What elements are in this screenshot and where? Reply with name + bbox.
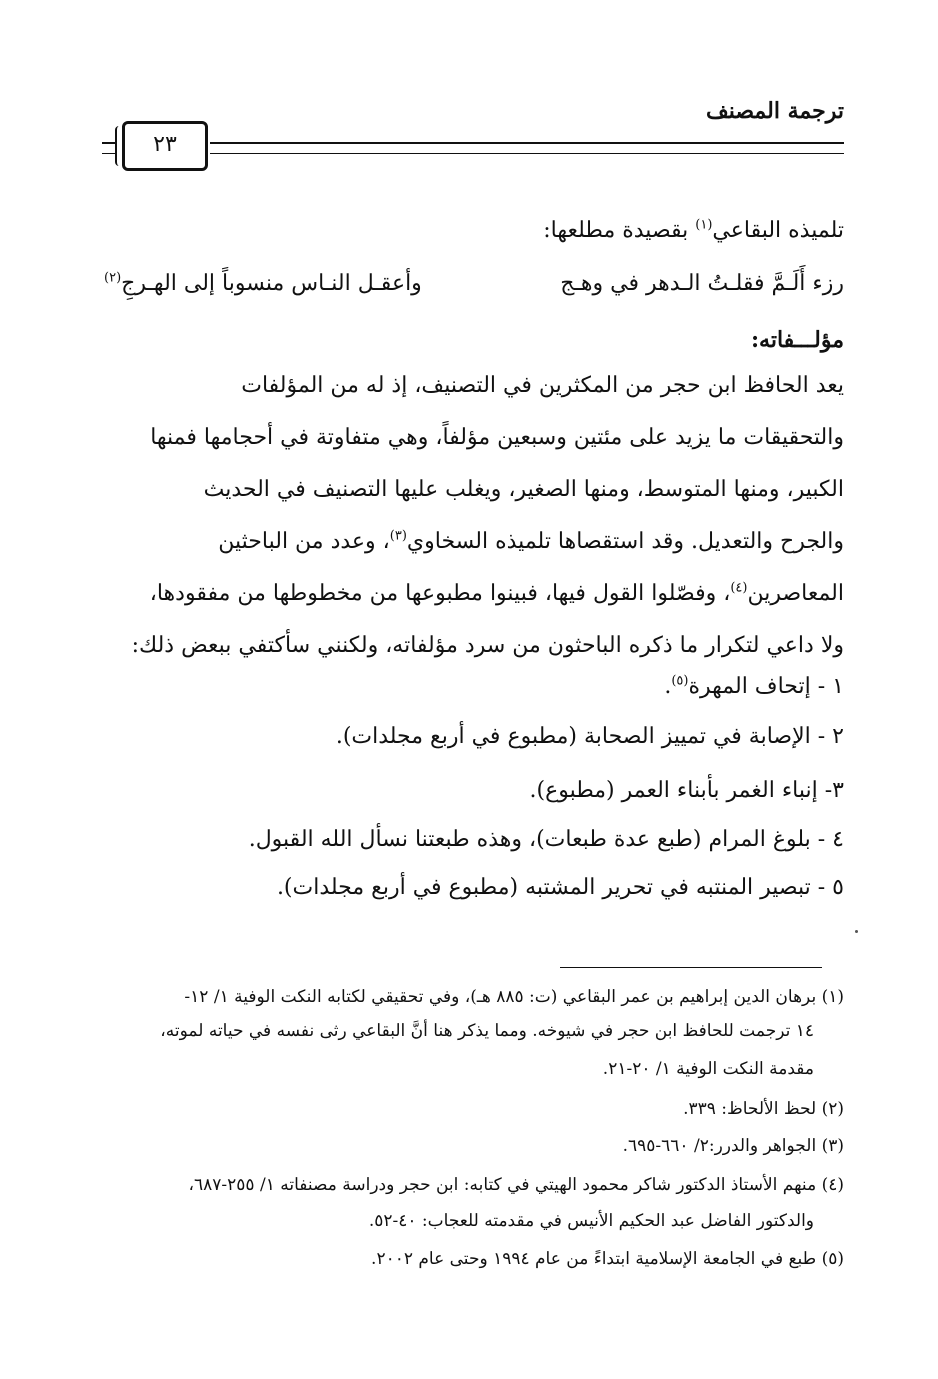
footnote-separator: [560, 967, 822, 968]
work-title: ١ - إتحاف المهرة: [688, 674, 844, 699]
intro-text-end: بقصيدة مطلعها:: [543, 218, 696, 243]
intro-text: تلميذه البقاعي: [712, 218, 844, 243]
footnote-4-cont: والدكتور الفاضل عبد الحكيم الأنيس في مقدمته للعجاب: ٤٠-٥٢.: [368, 1211, 814, 1231]
main-paragraph: [104, 360, 844, 672]
footnote-5: (٥) طبع في الجامعة الإسلامية ابتداءً من عام ١٩٩٤ وحتى عام ٢٠٠٢.: [371, 1249, 844, 1269]
footnote-ref-4[interactable]: (٤): [730, 580, 748, 596]
section-heading: مؤلـــفاته:: [750, 327, 844, 353]
page-number-frame: [122, 121, 208, 171]
list-item: ٢ - الإصابة في تمييز الصحابة (مطبوع في أربع مجلدات).: [335, 724, 844, 749]
paragraph-text: ، وفصّلوا القول فيها، فبينوا مطبوعها من مخطوطها من مفقودها،: [149, 581, 731, 606]
header-rule: [210, 142, 844, 154]
footnote-4: (٤) منهم الأستاذ الدكتور شاكر محمود الهيتي في كتابه: ابن حجر ودراسة مصنفاته ١/ ٢٥٥-٦٨٧،: [188, 1175, 844, 1195]
footnote-1-cont: ١٤ ترجمت للحافظ ابن حجر في شيوخه. ومما يذكر هنا أنَّ البقاعي رثى نفسه في حياته لموته،: [160, 1021, 814, 1041]
footnote-3: (٣) الجواهر والدرر:٢/ ٦٦٠-٦٩٥.: [622, 1136, 844, 1156]
footnote-ref-1[interactable]: (١): [695, 217, 713, 233]
poem-second-hemistich: وأعقـل النـاس منسوباً إلى الهـرجِ: [121, 271, 422, 296]
footnote-1-cont: مقدمة النكت الوفية ١/ ٢٠-٢١.: [602, 1059, 814, 1079]
list-item: [664, 665, 844, 709]
footnote-ref-3[interactable]: (٣): [389, 528, 407, 544]
poem-second-hemistich-wrap: [104, 258, 422, 310]
list-item: ٣- إنباء الغمر بأبناء العمر (مطبوع).: [529, 778, 844, 803]
paragraph-line: والتحقيقات ما يزيد على مئتين وسبعين مؤلفاً، وهي متفاوتة في أحجامها فمنها: [150, 425, 844, 450]
paragraph-text: والجرح والتعديل. وقد استقصاها تلميذه السخاوي: [406, 529, 844, 554]
paragraph-line: الكبير، ومنها المتوسط، ومنها الصغير، ويغلب عليها التصنيف في الحديث: [203, 477, 844, 502]
header-rule-end: [102, 142, 116, 154]
footnote-ref-2[interactable]: (٢): [104, 270, 122, 286]
running-title: ترجمة المصنف: [705, 98, 844, 124]
page-number: ٢٣: [153, 132, 177, 157]
footnote-ref-5[interactable]: (٥): [671, 673, 689, 689]
paragraph-line: ولا داعي لتكرار ما ذكره الباحثون من سرد مؤلفاته، ولكنني سأكتفي ببعض ذلك:: [131, 633, 844, 658]
intro-line: [104, 205, 844, 257]
paragraph-text: المعاصرين: [747, 581, 844, 606]
poem-first-hemistich: رزء أَلَـمَّ فقلـتُ الـدهر في وهـج: [560, 271, 844, 296]
paragraph-line: [104, 568, 844, 620]
list-item: ٥ - تبصير المنتبه في تحرير المشتبه (مطبوع في أربع مجلدات).: [276, 875, 844, 900]
paragraph-text: ، وعدد من الباحثين: [218, 529, 390, 554]
poem-verse: [104, 258, 844, 310]
footnote-1: (١) برهان الدين إبراهيم بن عمر البقاعي (ت: ٨٨٥ هـ)، وفي تحقيقي لكتابه النكت الوفية ١/ ١٢-: [184, 987, 844, 1007]
list-item: ٤ - بلوغ المرام (طبع عدة طبعات)، وهذه طبعتنا نسأل الله القبول.: [248, 827, 844, 852]
stray-mark: [855, 930, 858, 933]
footnote-2: (٢) لحظ الألحاظ: ٣٣٩.: [683, 1099, 844, 1119]
paragraph-line: [104, 516, 844, 568]
work-tail: .: [664, 674, 672, 699]
paragraph-line: يعد الحافظ ابن حجر من المكثرين في التصنيف، إذ له من المؤلفات: [241, 373, 844, 398]
